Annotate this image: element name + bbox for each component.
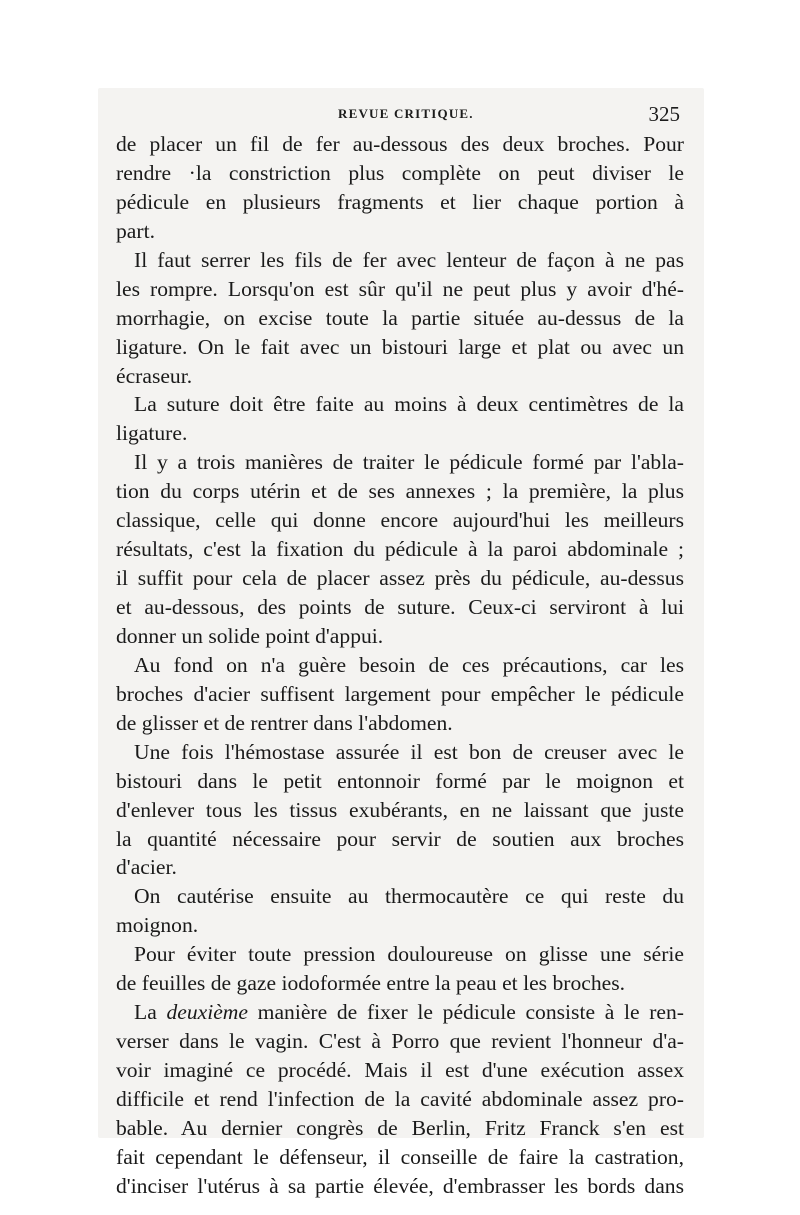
text-line: morrhagie, on excise toute la partie située au-dessus de la — [116, 305, 684, 330]
text-line: classique, celle qui donne encore aujourd'hui les meilleurs — [116, 508, 684, 533]
text-line: il suffit pour cela de placer assez près du pédicule, au-dessus — [116, 566, 684, 591]
text-line: Il faut serrer les fils de fer avec lenteur de façon à ne pas — [134, 247, 684, 272]
text-line: bistouri dans le petit entonnoir formé par le moignon et — [116, 768, 684, 793]
text-line: moignon. — [116, 913, 199, 938]
body-text — [116, 130, 684, 1201]
text-line: d'acier. — [116, 855, 177, 880]
text-line: résultats, c'est la fixation du pédicule à la paroi abdominale ; — [116, 537, 684, 562]
text-line: Il y a trois manières de traiter le pédicule formé par l'abla- — [134, 450, 684, 475]
text-line: Au fond on n'a guère besoin de ces précautions, car les — [134, 652, 684, 677]
line-space — [248, 1000, 258, 1024]
text-line: ligature. — [116, 421, 188, 446]
text-line: rendre ·la constriction plus complète on peut diviser le — [116, 160, 684, 185]
text-line: Pour éviter toute pression douloureuse on glisse une série — [134, 942, 684, 967]
text-line: part. — [116, 218, 155, 243]
text-line: broches d'acier suffisent largement pour empêcher le pédicule — [116, 681, 684, 706]
text-line: de placer un fil de fer au-dessous des deux broches. Pour — [116, 132, 684, 156]
text-line: Une fois l'hémostase assurée il est bon de creuser avec le — [134, 739, 684, 764]
text-line: bable. Au dernier congrès de Berlin, Fritz Franck s'en est — [116, 1115, 684, 1140]
text-line: difficile et rend l'infection de la cavité abdominale assez pro- — [116, 1086, 684, 1111]
text-line: fait cependant le défenseur, il conseille de faire la castration, — [116, 1144, 684, 1169]
text-line: pédicule en plusieurs fragments et lier chaque portion à — [116, 189, 684, 214]
text-line: de feuilles de gaze iodoformée entre la peau et les broches. — [116, 971, 626, 996]
page-number: 325 — [648, 102, 680, 126]
text-line: voir imaginé ce procédé. Mais il est d'une exécution assex — [116, 1058, 684, 1082]
text-line: d'enlever tous les tissus exubérants, en ne laissant que juste — [116, 797, 684, 822]
text-line: d'inciser l'utérus à sa partie élevée, d'embrasser les bords dans — [116, 1173, 684, 1198]
text-line: verser dans le vagin. C'est à Porro que revient l'honneur d'a- — [116, 1029, 684, 1054]
text-line-with-italic — [116, 998, 684, 1027]
text-line: La suture doit être faite au moins à deux centimètres de la — [134, 392, 684, 417]
italic-word: deuxième — [166, 1000, 248, 1025]
text-line: les rompre. Lorsqu'on est sûr qu'il ne peut plus y avoir d'hé- — [116, 276, 684, 301]
text-line: tion du corps utérin et de ses annexes ; la première, la plus — [116, 479, 684, 504]
line-prefix: La — [134, 1000, 167, 1025]
text-line: donner un solide point d'appui. — [116, 623, 384, 648]
text-line: On cautérise ensuite au thermocautère ce qui reste du — [134, 884, 684, 909]
text-line: la quantité nécessaire pour servir de soutien aux broches — [116, 826, 684, 851]
text-line: de glisser et de rentrer dans l'abdomen. — [116, 710, 453, 735]
text-line: et au-dessous, des points de suture. Ceux-ci serviront à lui — [116, 595, 684, 619]
running-head — [118, 98, 688, 128]
running-title: REVUE CRITIQUE. — [338, 106, 474, 121]
line-rest: manière de fixer le pédicule consiste à le ren- — [257, 1000, 684, 1025]
text-line: écraseur. — [116, 363, 193, 388]
text-line: ligature. On le fait avec un bistouri large et plat ou avec un — [116, 334, 684, 359]
